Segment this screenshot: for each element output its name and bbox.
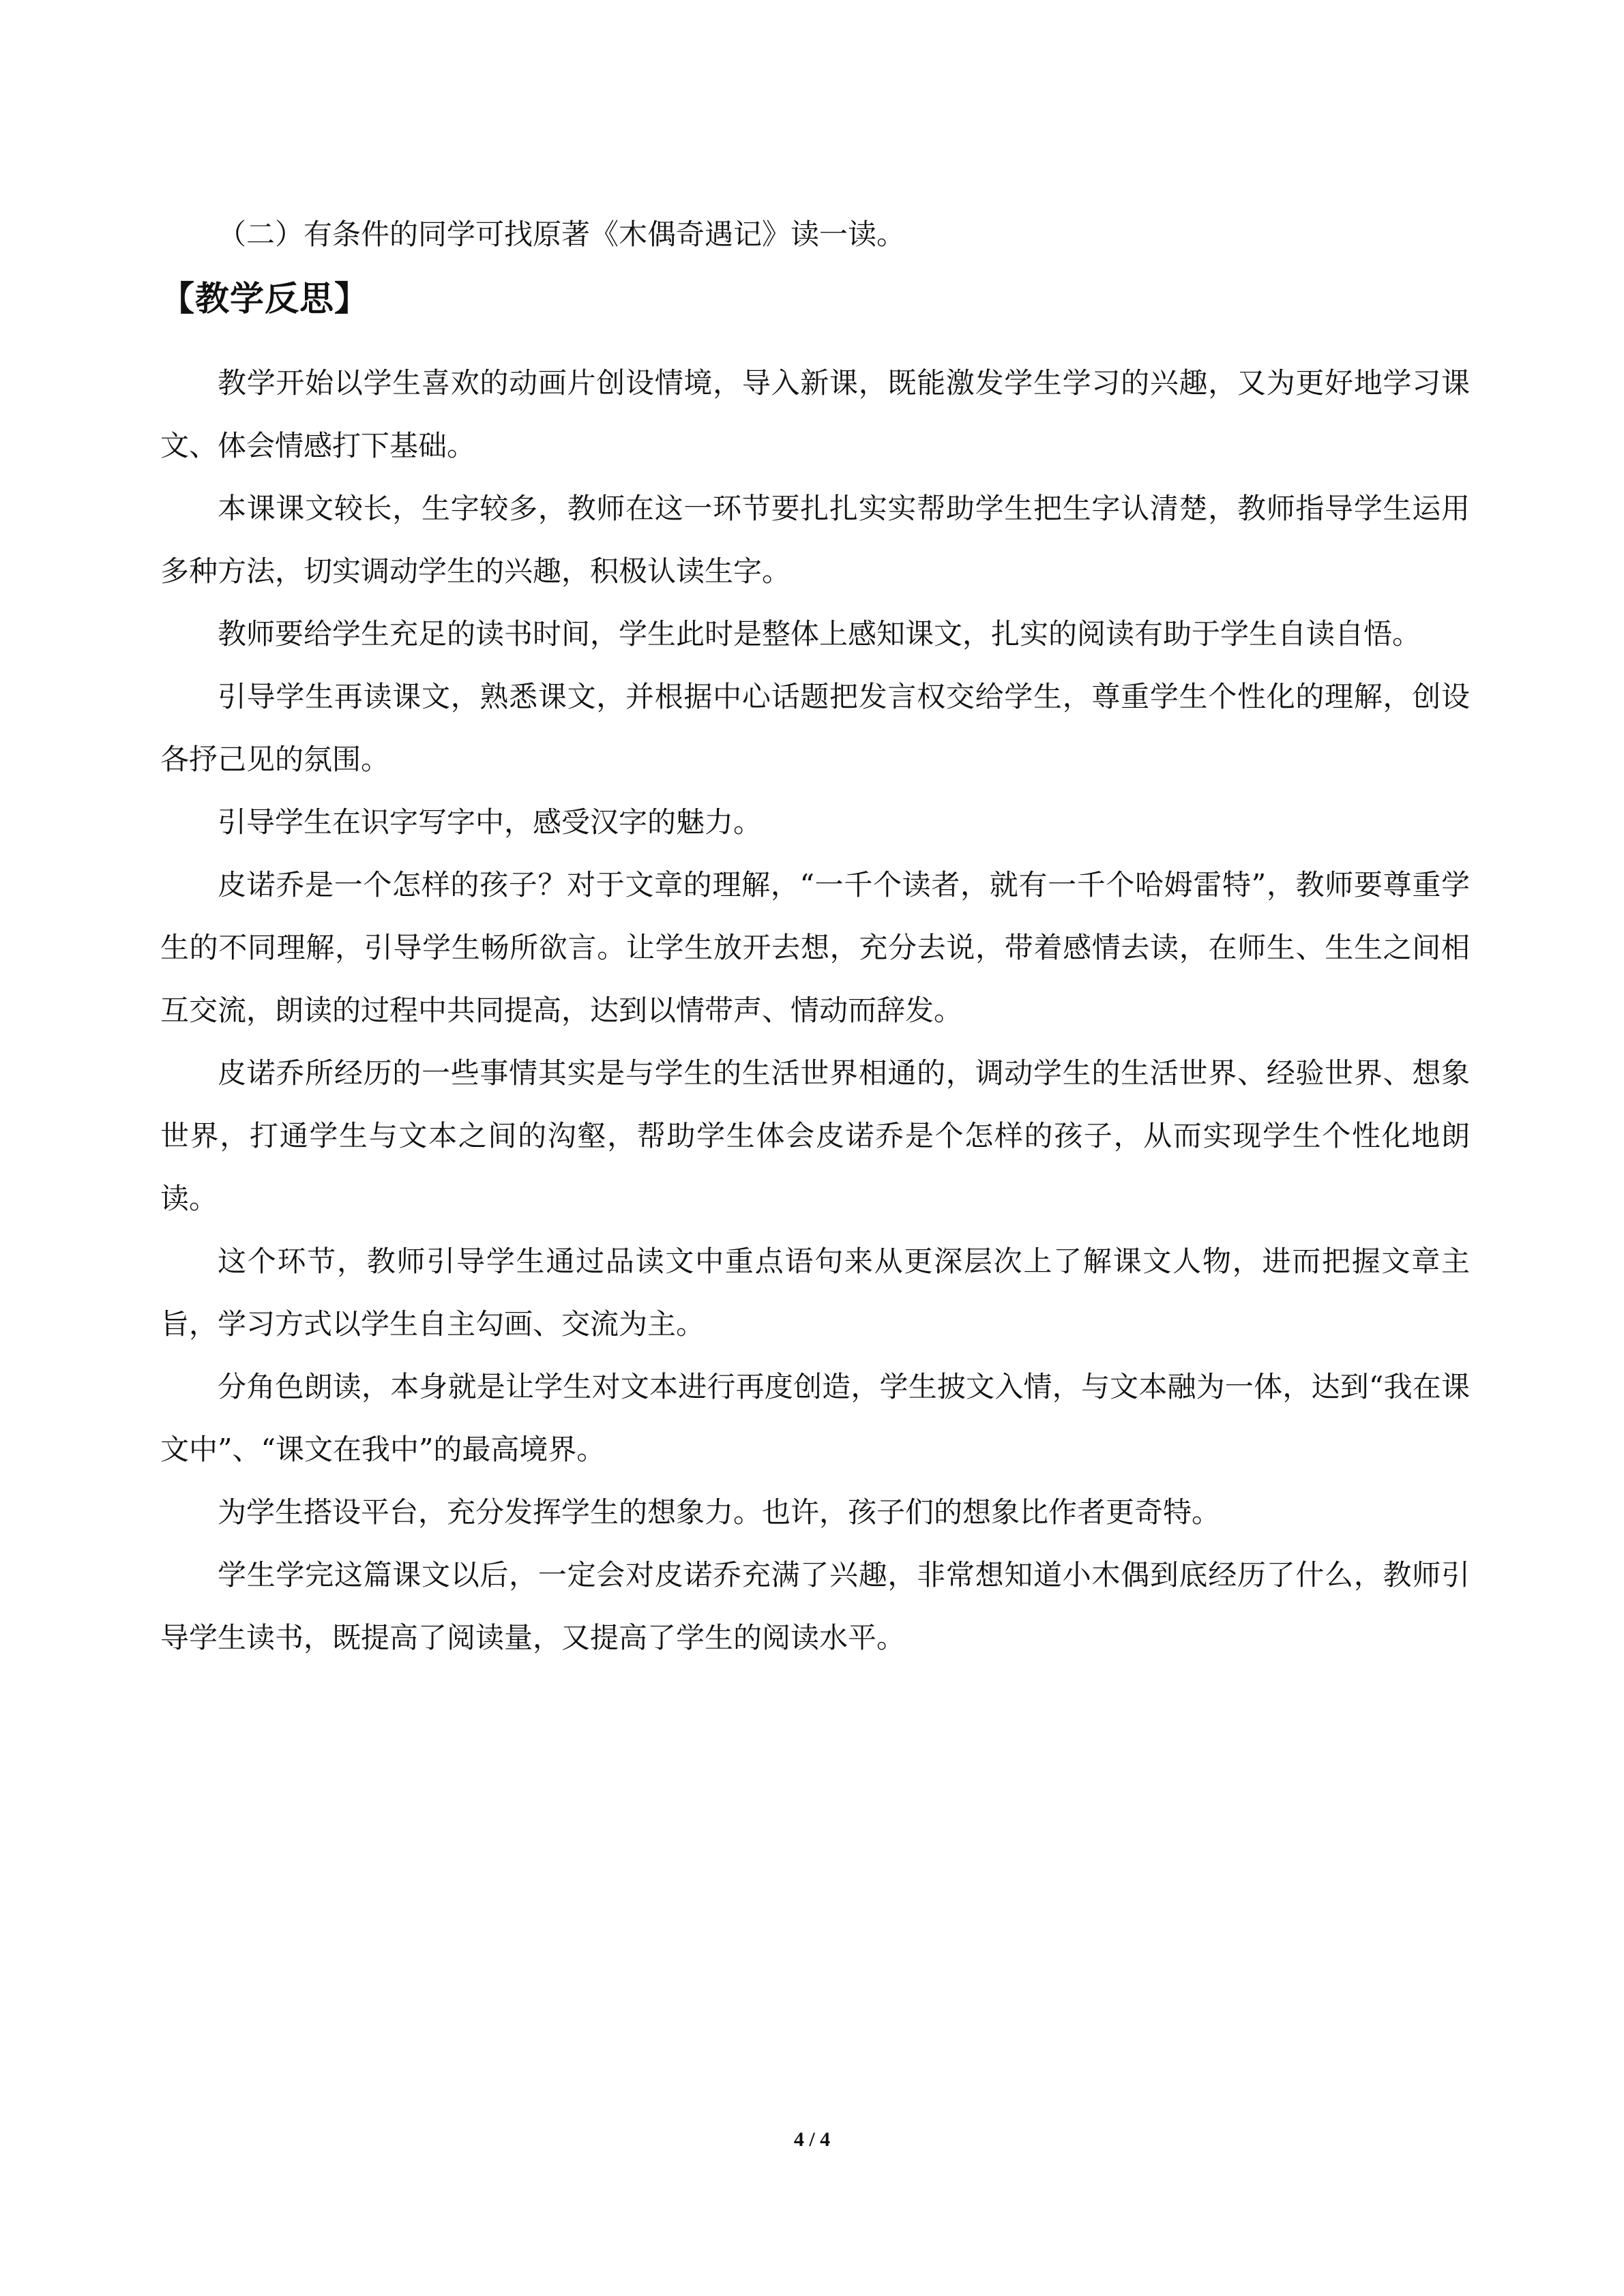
paragraph: 分角色朗读，本身就是让学生对文本进行再度创造，学生披文入情，与文本融为一体，达到“我在课文中”、“课文在我中”的最高境界。 <box>160 1370 1470 1466</box>
paragraph: 皮诺乔所经历的一些事情其实是与学生的生活世界相通的，调动学生的生活世界、经验世界、想象世界，打通学生与文本之间的沟壑，帮助学生体会皮诺乔是个怎样的孩子，从而实现学生个性化地朗读。 <box>160 1056 1470 1215</box>
paragraph: 皮诺乔是一个怎样的孩子？对于文章的理解，“一千个读者，就有一千个哈姆雷特”，教师要尊重学生的不同理解，引导学生畅所欲言。让学生放开去想，充分去说，带着感情去读，在师生、生生之间相互交流，朗读的过程中共同提高，达到以情带声、情动而辞发。 <box>160 868 1470 1027</box>
page-number: 4 / 4 <box>793 2128 831 2151</box>
paragraph: 教师要给学生充足的读书时间，学生此时是整体上感知课文，扎实的阅读有助于学生自读自悟。 <box>218 617 1421 651</box>
paragraph: 教学开始以学生喜欢的动画片创设情境，导入新课，既能激发学生学习的兴趣，又为更好地学习课文、体会情感打下基础。 <box>160 366 1470 462</box>
section-title: 【教学反思】 <box>160 279 369 318</box>
paragraph: 引导学生再读课文，熟悉课文，并根据中心话题把发言权交给学生，尊重学生个性化的理解，创设各抒己见的氛围。 <box>160 680 1470 776</box>
extension-reading-line: （二）有条件的同学可找原著《木偶奇遇记》读一读。 <box>218 218 906 251</box>
page-content <box>160 205 1470 1669</box>
paragraph: 这个环节，教师引导学生通过品读文中重点语句来从更深层次上了解课文人物，进而把握文章主旨，学习方式以学生自主勾画、交流为主。 <box>160 1244 1470 1341</box>
paragraph: 学生学完这篇课文以后，一定会对皮诺乔充满了兴趣，非常想知道小木偶到底经历了什么，教师引导学生读书，既提高了阅读量，又提高了学生的阅读水平。 <box>160 1558 1470 1654</box>
paragraph: 为学生搭设平台，充分发挥学生的想象力。也许，孩子们的想象比作者更奇特。 <box>218 1495 1221 1529</box>
paragraph: 引导学生在识字写字中，感受汉字的魅力。 <box>218 805 763 839</box>
paragraph: 本课课文较长，生字较多，教师在这一环节要扎扎实实帮助学生把生字认清楚，教师指导学生运用多种方法，切实调动学生的兴趣，积极认读生字。 <box>160 492 1470 588</box>
